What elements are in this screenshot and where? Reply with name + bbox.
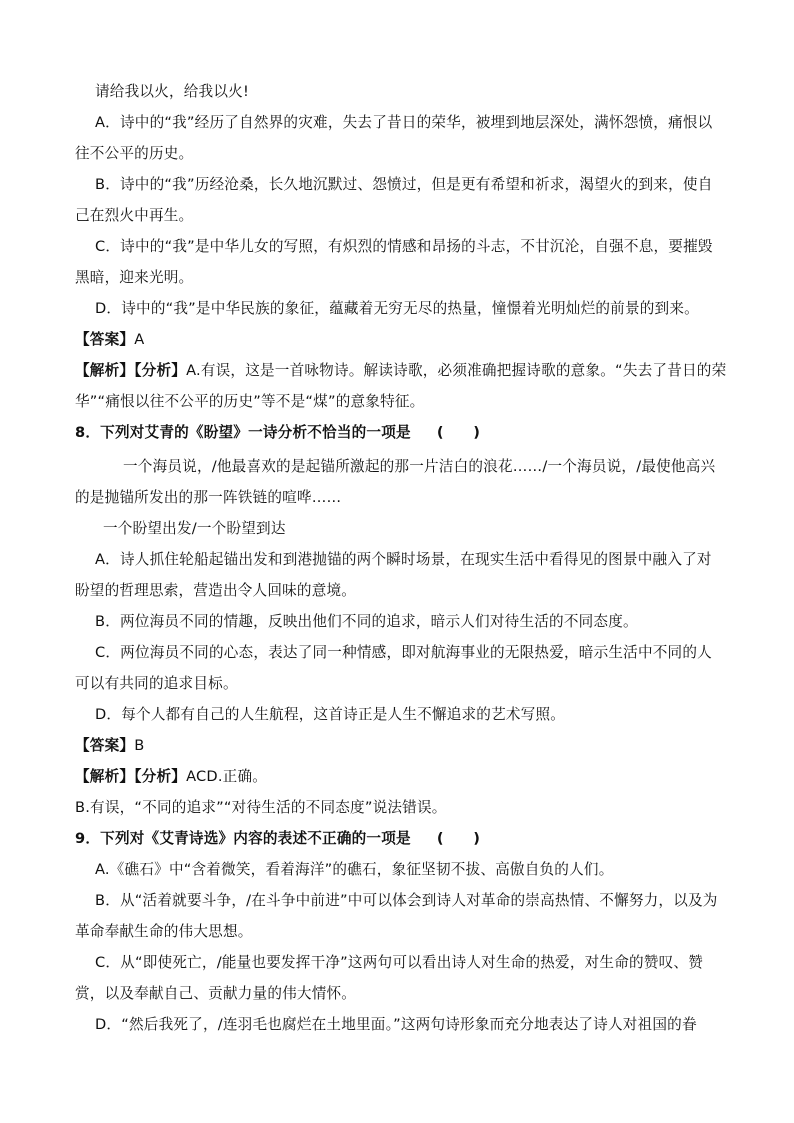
q8-poem-line-1: 一个海员说，/他最喜欢的是起锚所激起的那一片洁白的浪花……/一个海员说，/最使他高兴 bbox=[123, 458, 716, 475]
q8-stem bbox=[75, 423, 480, 443]
analysis-text: ACD.正确。 bbox=[186, 768, 268, 785]
answer-value: A bbox=[134, 331, 145, 348]
q8-answer bbox=[75, 736, 144, 756]
answer-blank: ( ) bbox=[436, 424, 481, 441]
q7-option-b-cont: 己在烈火中再生。 bbox=[75, 207, 194, 224]
q7-answer bbox=[75, 330, 144, 350]
q9-option-b-cont: 革命奉献生命的伟大思想。 bbox=[75, 923, 253, 940]
q7-analysis bbox=[75, 361, 726, 381]
q7-option-c-cont: 黑暗，迎来光明。 bbox=[75, 269, 194, 286]
answer-tag: 【答案】 bbox=[75, 737, 135, 754]
answer-value: B bbox=[134, 737, 145, 754]
q8-option-d: D．每个人都有自己的人生航程，这首诗正是人生不懈追求的艺术写照。 bbox=[95, 706, 566, 723]
q8-option-c-cont: 可以有共同的追求目标。 bbox=[75, 675, 238, 692]
q7-option-a: A．诗中的“我”经历了自然界的灾难，失去了昔日的荣华，被埋到地层深处，满怀怨愤，痛恨以 bbox=[95, 114, 713, 131]
q8-option-a: A．诗人抓住轮船起锚出发和到港抛锚的两个瞬时场景，在现实生活中看得见的图景中融入了对 bbox=[95, 551, 712, 568]
answer-blank: ( ) bbox=[436, 830, 481, 847]
analysis-tag: 【解析】【分析】 bbox=[75, 768, 187, 785]
q8-poem-line-3: 一个盼望出发/一个盼望到达 bbox=[103, 520, 286, 537]
poem-line: 请给我以火，给我以火! bbox=[95, 83, 249, 100]
q7-option-a-cont: 往不公平的历史。 bbox=[75, 145, 194, 162]
q8-analysis-cont: B.有误，“不同的追求”“对待生活的不同态度”说法错误。 bbox=[75, 799, 447, 816]
q9-option-d: D．“然后我死了，/连羽毛也腐烂在土地里面。”这两句诗形象而充分地表达了诗人对祖国的眷 bbox=[95, 1016, 697, 1033]
q7-analysis-cont: 华”“痛恨以往不公平的历史”等不是“煤”的意象特征。 bbox=[75, 393, 425, 410]
q7-option-b: B．诗中的“我”历经沧桑，长久地沉默过、怨愤过，但是更有希望和祈求，渴望火的到来，使自 bbox=[95, 176, 713, 193]
q8-option-a-cont: 盼望的哲理思索，营造出令人回味的意境。 bbox=[75, 582, 357, 599]
q9-option-a: A.《礁石》中“含着微笑，看着海洋”的礁石，象征坚韧不拔、高傲自负的人们。 bbox=[95, 861, 614, 878]
answer-tag: 【答案】 bbox=[75, 331, 135, 348]
q7-option-d: D．诗中的“我”是中华民族的象征，蕴藏着无穷无尽的热量，憧憬着光明灿烂的前景的到来。 bbox=[95, 300, 699, 317]
analysis-tag: 【解析】【分析】 bbox=[75, 362, 187, 379]
q8-analysis bbox=[75, 767, 267, 787]
q9-stem bbox=[75, 829, 480, 849]
q9-option-b: B．从“活着就要斗争，/在斗争中前进”中可以体会到诗人对革命的崇高热情、不懈努力，以及为 bbox=[95, 892, 718, 909]
q8-option-c: C．两位海员不同的心态，表达了同一种情感，即对航海事业的无限热爱，暗示生活中不同的人 bbox=[95, 644, 712, 661]
q8-poem-line-2: 的是抛锚所发出的那一阵铁链的喧哗…… bbox=[75, 489, 342, 506]
q8-option-b: B．两位海员不同的情趣，反映出他们不同的追求，暗示人们对待生活的不同态度。 bbox=[95, 613, 638, 630]
q9-option-c: C．从“即使死亡，/能量也要发挥干净”这两句可以看出诗人对生命的热爱，对生命的赞叹、赞 bbox=[95, 954, 703, 971]
q7-option-c: C．诗中的“我”是中华儿女的写照，有炽烈的情感和昂扬的斗志，不甘沉沦，自强不息，要摧毁 bbox=[95, 238, 713, 255]
question-stem: 9．下列对《艾青诗选》内容的表述不正确的一项是 bbox=[75, 830, 411, 847]
q9-option-c-cont: 赏，以及奉献自己、贡献力量的伟大情怀。 bbox=[75, 985, 357, 1002]
analysis-text: A.有误，这是一首咏物诗。解读诗歌，必须准确把握诗歌的意象。“失去了昔日的荣 bbox=[186, 362, 727, 379]
question-stem: 8．下列对艾青的《盼望》一诗分析不恰当的一项是 bbox=[75, 424, 411, 441]
